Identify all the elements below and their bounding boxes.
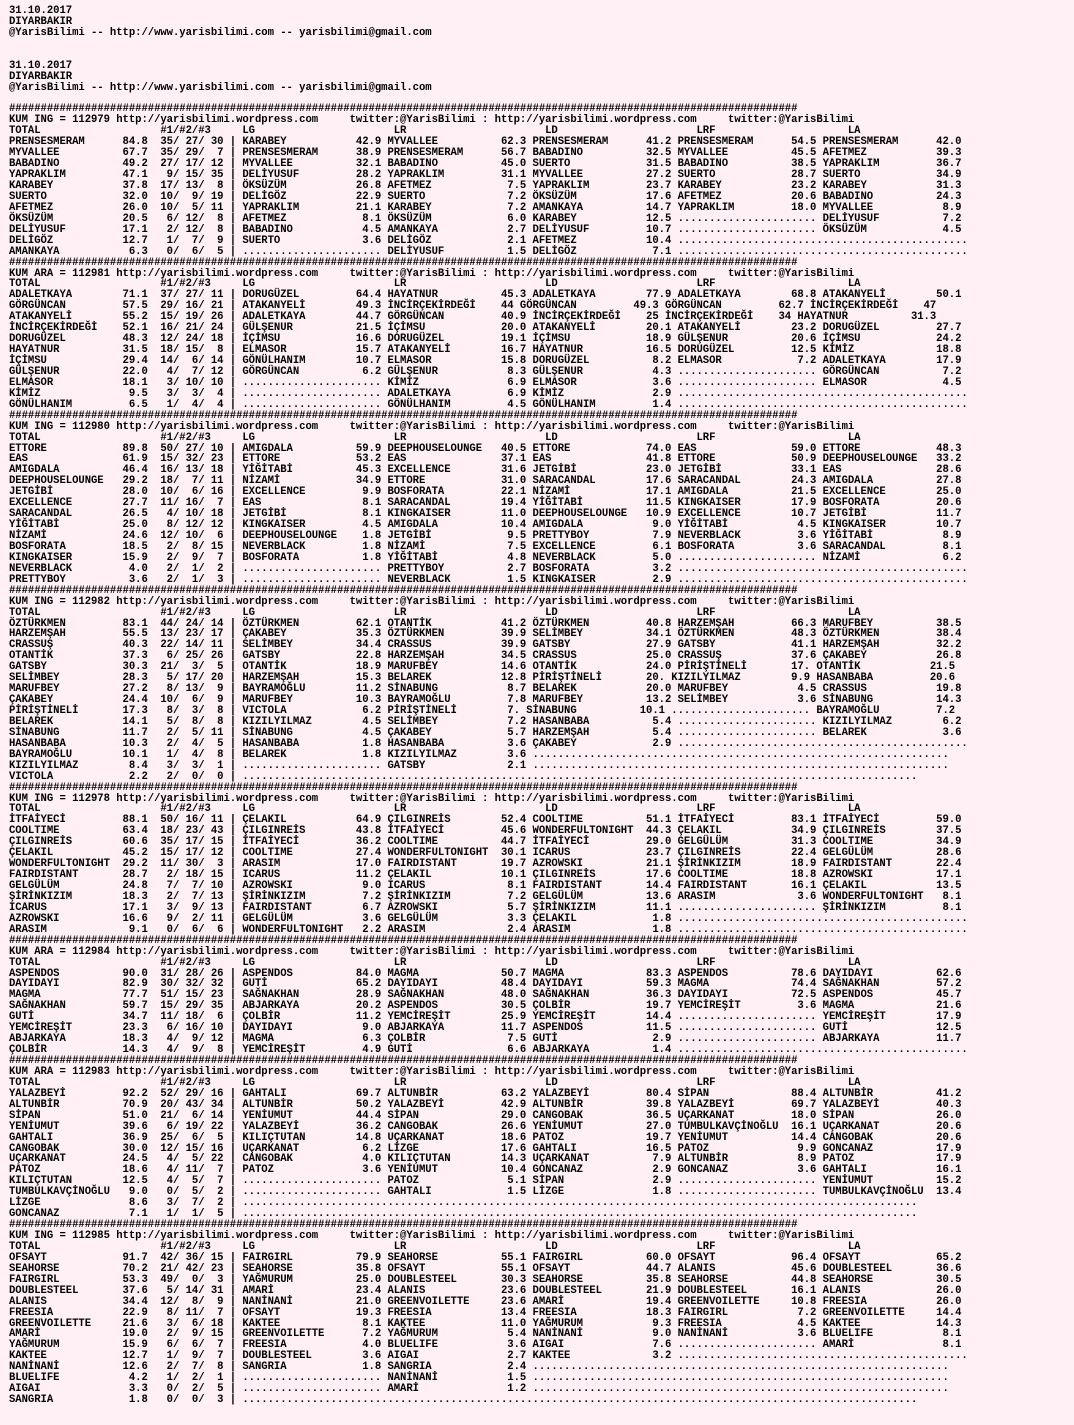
table-row: CRASSUŞ 40.3 22/ 14/ 11 | SELİMBEY 34.4 CRASSUS 39.9 GATSBY 27.9 GATSBY 41.1 HARZEMŞAH 32.2 <box>9 639 962 652</box>
table-row: SELİMBEY 28.3 5/ 17/ 20 | HARZEMŞAH 15.3 BELAREK 12.8 PİRİŞTİNELİ 20. KIZILYILMAZ 9.9 HASANBABA 20.6 <box>9 672 956 685</box>
table-row: AFETMEZ 26.0 10/ 5/ 11 | YAPRAKLIM 21.1 KARABEY 7.2 AMANKAYA 14.7 YAPRAKLIM 18.0 MYVALLEE 8.9 <box>9 201 962 214</box>
blank-line <box>9 50 1074 61</box>
table-row: AMANKAYA 6.3 0/ 6/ 5 | ...................... DELİYUSUF 1.5 DELİGÖZ 7.1 .............................................. <box>9 245 968 258</box>
table-row: DELİGÖZ 12.7 1/ 7/ 9 | SUERTO 3.6 DELİGÖZ 2.1 AFETMEZ 10.4 .............................................. <box>9 234 968 247</box>
table-row: ATAKANYELİ 55.2 15/ 19/ 26 | ADALETKAYA 44.7 GÖRGÜNCAN 40.9 İNCİRÇEKİRDEĞİ 25 İNCİRÇEKİRDEĞİ 34 HAYATNUR 31.3 <box>9 311 937 324</box>
table-row: ÇAKABEY 24.4 10/ 6/ 9 | MARUFBEY 10.3 BAYRAMOĞLU 7.8 MARUFBEY 13.2 SELİMBEY 3.6 SİNABUNG 14.3 <box>9 694 962 707</box>
table-row: HAYATNUR 31.5 18/ 15/ 8 | ELMASOR 15.7 ATAKANYELİ 16.7 HAYATNUR 16.5 DORUGÜZEL 12.5 KİMİZ 18.8 <box>9 344 962 357</box>
table-row: TUMBULKAVÇİNOĞLU 9.0 0/ 5/ 2 | ...................... GAHTALI 1.5 LİZGE 1.8 ...................... TUMBULKAVÇİNOĞLU 13.4 <box>9 1186 962 1199</box>
column-headers: TOTAL #1/#2/#3 LG LR LD LRF LA <box>9 1240 861 1253</box>
column-headers: TOTAL #1/#2/#3 LG LR LD LRF LA <box>9 956 861 969</box>
table-row: FAIRDISTANT 28.7 2/ 18/ 15 | ICARUS 11.2 ÇELAKIL 10.1 ÇILGINREİS 17.6 COOLTIME 18.8 AZROWSKI 17.1 <box>9 869 962 882</box>
table-row: OFSAYT 91.7 42/ 36/ 15 | FAIRGIRL 79.9 SEAHORSE 55.1 FAIRGIRL 60.0 OFSAYT 96.4 OFSAYT 65.2 <box>9 1251 962 1264</box>
column-headers: TOTAL #1/#2/#3 LG LR LD LRF LA <box>9 431 861 444</box>
table-row: HASANBABA 10.3 2/ 4/ 5 | HASANBABA 1.8 HASANBABA 3.6 ÇAKABEY 2.9 .............................................. <box>9 737 968 750</box>
table-row: SİPAN 51.0 21/ 6/ 14 | YENİUMUT 44.4 SİPAN 29.0 CANGOBAK 36.5 UÇARKANAT 18.0 SİPAN 26.0 <box>9 1109 962 1122</box>
section-divider: ############################################################################################################################# <box>9 1055 798 1067</box>
race-header: KUM ARA = 112983 http://yarisbilimi.wordpress.com twitter:@YarisBilimi : http://yarisbilimi.wordpress.com twitter:@YarisBilimi <box>9 1065 855 1078</box>
table-row: ÇOLBİR 14.3 4/ 9/ 8 | YEMCİREŞİT 4.9 GUTİ 6.6 ABJARKAYA 1.4 .............................................. <box>9 1044 968 1057</box>
table-row: KARABEY 37.8 17/ 13/ 8 | ÖKSÜZÜM 26.8 AFETMEZ 7.5 YAPRAKLIM 23.7 KARABEY 23.2 KARABEY 31.3 <box>9 180 962 192</box>
table-row: SARACANDAL 26.5 4/ 10/ 18 | JETGİBİ 8.1 KINGKAISER 11.0 DEEPHOUSELOUNGE 10.9 EXCELLENCE 10.7 JETGİBİ 11.7 <box>9 508 962 521</box>
table-row: NANİNANİ 12.6 2/ 7/ 8 | SANGRIA 1.8 SANGRIA 2.4 .................................................................. <box>9 1361 949 1374</box>
table-row: DAYIDAYI 82.9 30/ 32/ 32 | GUTİ 65.2 DAYIDAYI 48.4 DAYIDAYI 59.3 MAGMA 74.4 SAĞNAKHAN 57.2 <box>9 978 962 991</box>
table-row: DEEPHOUSELOUNGE 29.2 18/ 7/ 11 | NİZAMİ 34.9 ETTORE 31.0 SARACANDAL 17.6 SARACANDAL 24.3 AMIGDALA 27.8 <box>9 475 962 488</box>
section-divider: ############################################################################################################################# <box>9 584 798 597</box>
table-row: ABJARKAYA 18.3 4/ 9/ 12 | MAGMA 6.3 ÇOLBİR 7.5 GUTİ 2.9 ...................... ABJARKAYA 11.7 <box>9 1033 962 1046</box>
race-header: KUM ING = 112979 http://yarisbilimi.wordpress.com twitter:@YarisBilimi : http://yarisbilimi.wordpress.com twitter:@YarisBilimi <box>9 114 855 127</box>
table-row: YİĞİTABİ 25.0 8/ 12/ 12 | KINGKAISER 4.5 AMIGDALA 10.4 AMIGDALA 9.0 YİĞİTABİ 4.5 KINGKAISER 10.7 <box>9 519 962 532</box>
table-row: LİZGE 8.6 3/ 7/ 2 | ........................................................................................................... <box>9 1197 918 1210</box>
table-row: ARASIM 9.1 0/ 6/ 6 | WONDERFULTONIGHT 2.2 ARASIM 2.4 ARASIM 1.8 .............................................. <box>9 923 968 936</box>
table-row: SANGRIA 1.8 0/ 0/ 3 | ........................................................................................................... <box>9 1394 918 1407</box>
table-row: ŞİRİNKIZIM 18.3 2/ 7/ 13 | ŞİRİNKIZIM 7.2 ŞİRİNKIZIM 7.2 GELGÜLÜM 13.6 ARASIM 3.6 WONDERFULTONIGHT 8.1 <box>9 890 962 903</box>
table-row: YAĞMURUM 15.9 6/ 6/ 7 | FREESIA 4.0 BLUELIFE 3.6 AIGAI 7.6 ...................... AMARİ 8.1 <box>9 1339 962 1352</box>
race-header: KUM ARA = 112981 http://yarisbilimi.wordpress.com twitter:@YarisBilimi : http://yarisbilimi.wordpress.com twitter:@YarisBilimi <box>9 267 855 280</box>
race-header: KUM ING = 112985 http://yarisbilimi.wordpress.com twitter:@YarisBilimi : http://yarisbilimi.wordpress.com twitter:@YarisBilimi <box>9 1230 855 1242</box>
table-row: AMARİ 19.0 2/ 9/ 15 | GREENVOILETTE 7.2 YAĞMURUM 5.4 NANİNANİ 9.0 NANİNANİ 3.6 BLUELIFE 8.1 <box>9 1328 962 1341</box>
table-row: PATOZ 18.6 4/ 11/ 7 | PATOZ 3.6 YENİUMUT 10.4 GONCANAZ 2.9 GONCANAZ 3.6 GAHTALI 16.1 <box>9 1164 962 1177</box>
table-row: ADALETKAYA 71.1 37/ 27/ 11 | DORUGÜZEL 64.4 HAYATNUR 45.3 ADALETKAYA 77.9 ADALETKAYA 68.8 ATAKANYELİ 50.1 <box>9 289 962 302</box>
column-headers: TOTAL #1/#2/#3 LG LR LD LRF LA <box>9 125 861 138</box>
section-divider: ############################################################################################################################# <box>9 934 798 947</box>
table-row: DOUBLESTEEL 37.6 5/ 14/ 31 | AMARİ 23.4 ALANIS 23.6 DOUBLESTEEL 21.9 DOUBLESTEEL 16.1 ALANIS 26.0 <box>9 1284 962 1297</box>
table-row: GUTİ 34.7 11/ 18/ 6 | ÇOLBİR 11.2 YEMCİREŞİT 25.9 YEMCİREŞİT 14.4 ...................... YEMCİREŞİT 17.9 <box>9 1011 962 1024</box>
table-row: GAHTALI 36.9 25/ 6/ 5 | KILIÇTUTAN 14.8 UÇARKANAT 18.6 PATOZ 19.7 YENİUMUT 14.4 CANGOBAK 20.6 <box>9 1131 962 1144</box>
table-row: ELMASOR 18.1 3/ 10/ 10 | ...................... KİMİZ 6.9 ELMASOR 3.6 ...................... ELMASOR 4.5 <box>9 376 962 389</box>
text-line: DIYARBAKIR <box>9 15 73 28</box>
table-row: ALTUNBİR 70.9 20/ 43/ 34 | ALTUNBİR 50.2 YALAZBEYİ 42.9 ALTUNBİR 39.8 YALAZBEYİ 69.7 YALAZBEYİ 40.3 <box>9 1098 962 1111</box>
table-row: ETTORE 89.8 50/ 27/ 10 | AMIGDALA 59.9 DEEPHOUSELOUNGE 40.5 ETTORE 74.0 EAS 59.0 ETTORE 48.3 <box>9 442 962 455</box>
table-row: PİRİŞTİNELİ 17.3 8/ 3/ 8 | VICTOLA 6.2 PİRİŞTİNELİ 7. SİNABUNG 10.1 ...................... BAYRAMOĞLU 7.2 <box>9 705 956 717</box>
section-divider: ############################################################################################################################# <box>9 103 798 116</box>
table-row: OTANTİK 37.3 6/ 25/ 26 | GATSBY 22.8 HARZEMŞAH 34.5 CRASSUS 25.0 CRASSUŞ 37.6 ÇAKABEY 26.8 <box>9 650 962 663</box>
table-row: SEAHORSE 70.2 21/ 42/ 23 | SEAHORSE 35.8 OFSAYT 55.1 OFSAYT 44.7 ALANIS 45.6 DOUBLESTEEL 36.6 <box>9 1262 962 1275</box>
table-row: DELİYUSUF 17.1 2/ 12/ 8 | BABADINO 4.5 AMANKAYA 2.7 DELİYUSUF 10.7 ...................... ÖKSÜZÜM 4.5 <box>9 223 962 236</box>
table-row: FREESIA 22.9 8/ 11/ 7 | OFSAYT 19.3 FREESIA 13.4 FREESIA 18.3 FAIRGIRL 7.2 GREENVOILETTE 14.4 <box>9 1306 962 1319</box>
table-row: GÖNÜLHANIM 6.5 1/ 4/ 4 | ...................... GÖNÜLHANIM 4.5 GÖNÜLHANIM 1.4 .............................................. <box>9 398 968 411</box>
table-row: JETGİBİ 28.0 10/ 6/ 16 | EXCELLENCE 9.9 BOSFORATA 22.1 NİZAMİ 17.1 AMIGDALA 21.5 EXCELLENCE 25.0 <box>9 486 962 499</box>
blank-line <box>9 39 1074 50</box>
table-row: NİZAMİ 24.6 12/ 10/ 6 | DEEPHOUSELOUNGE 1.8 JETGİBİ 9.5 PRETTYBOY 7.9 NEVERBLACK 3.6 YİĞİTABİ 8.9 <box>9 530 962 542</box>
table-row: KINGKAISER 15.9 2/ 9/ 7 | BOSFORATA 1.8 YİĞİTABİ 4.8 NEVERBLACK 5.0 ...................... NİZAMİ 6.2 <box>9 551 962 564</box>
column-headers: TOTAL #1/#2/#3 LG LR LD LRF LA <box>9 278 861 291</box>
table-row: MYVALLEE 67.7 35/ 29/ 7 | PRENSESMERAM 38.9 PRENSESMERAM 56.7 BABADINO 32.5 MYVALLEE 45.5 AFETMEZ 39.3 <box>9 147 962 160</box>
table-row: YAPRAKLIM 47.1 9/ 15/ 35 | DELİYUSUF 28.2 YAPRAKLIM 31.1 MYVALLEE 27.2 SUERTO 28.7 SUERTO 34.9 <box>9 169 962 182</box>
table-row: SAĞNAKHAN 59.7 15/ 29/ 35 | ABJARKAYA 20.2 ASPENDOS 30.5 ÇOLBİR 19.7 YEMCİREŞİT 3.6 MAGMA 21.6 <box>9 1000 962 1013</box>
section-divider: ############################################################################################################################# <box>9 1219 798 1232</box>
section-divider: ############################################################################################################################# <box>9 256 798 269</box>
table-row: SİNABUNG 11.7 2/ 5/ 11 | SİNABUNG 4.5 ÇAKABEY 5.7 HARZEMŞAH 5.4 ...................... BELAREK 3.6 <box>9 726 962 739</box>
table-row: İTFAİYECİ 88.1 50/ 16/ 11 | ÇELAKIL 64.9 ÇILGINREİS 52.4 COOLTIME 51.1 İTFAİYECİ 83.1 İTFAİYECİ 59.0 <box>9 814 962 827</box>
column-headers: TOTAL #1/#2/#3 LG LR LD LRF LA <box>9 803 861 816</box>
table-row: ÇELAKIL 45.2 15/ 17/ 12 | COOLTIME 27.4 WONDERFULTONIGHT 30.1 ICARUS 23.7 ÇILGINREİS 22.4 GELGÜLÜM 28.6 <box>9 847 962 860</box>
table-row: KILIÇTUTAN 12.5 4/ 5/ 7 | ...................... PATOZ 5.1 SİPAN 2.9 ...................... YENİUMUT 15.2 <box>9 1175 962 1188</box>
table-row: NEVERBLACK 4.0 2/ 1/ 2 | ...................... PRETTYBOY 2.7 BOSFORATA 3.2 .............................................. <box>9 562 968 575</box>
table-row: UÇARKANAT 24.5 4/ 5/ 22 | CANGOBAK 4.0 KILIÇTUTAN 14.3 UÇARKANAT 7.9 ALTUNBİR 8.9 PATOZ 17.9 <box>9 1153 962 1166</box>
section-divider: ############################################################################################################################# <box>9 409 798 422</box>
table-row: YENİUMUT 39.6 6/ 19/ 22 | YALAZBEYİ 36.2 CANGOBAK 26.6 YENİUMUT 27.0 TUMBULKAVÇİNOĞLU 16.1 UÇARKANAT 20.6 <box>9 1120 962 1133</box>
table-row: GONCANAZ 7.1 1/ 1/ 5 | ........................................................................................................... <box>9 1208 918 1221</box>
table-row: ÇILGINREİS 60.6 35/ 17/ 15 | İTFAİYECİ 36.2 COOLTIME 44.7 İTFAİYECİ 29.0 GELGÜLÜM 31.3 COOLTIME 34.9 <box>9 836 962 849</box>
table-row: GATSBY 30.3 21/ 3/ 5 | OTANTİK 18.9 MARUFBEY 14.6 OTANTİK 24.0 PİRİŞTİNELİ 17. OTANTİK 21.5 <box>9 661 956 674</box>
text-line: DIYARBAKIR <box>9 70 73 83</box>
table-row: AIGAI 3.3 0/ 2/ 5 | ...................... AMARİ 1.2 .................................................................. <box>9 1383 949 1396</box>
race-header: KUM ING = 112978 http://yarisbilimi.wordpress.com twitter:@YarisBilimi : http://yarisbilimi.wordpress.com twitter:@YarisBilimi <box>9 792 855 805</box>
table-row: YEMCİREŞİT 23.3 6/ 16/ 10 | DAYIDAYI 9.0 ABJARKAYA 11.7 ASPENDOS 11.5 ...................... GUTİ 12.5 <box>9 1022 962 1035</box>
table-row: BELAREK 14.1 5/ 8/ 8 | KIZILYILMAZ 4.5 SELİMBEY 7.2 HASANBABA 5.4 ...................... KIZILYILMAZ 6.2 <box>9 715 962 728</box>
table-row: AZROWSKI 16.6 9/ 2/ 11 | GELGÜLÜM 3.6 GELGÜLÜM 3.3 ÇELAKIL 1.8 .............................................. <box>9 912 968 925</box>
table-row: PRETTYBOY 3.6 2/ 1/ 3 | ...................... NEVERBLACK 1.5 KINGKAISER 2.9 .............................................. <box>9 573 968 586</box>
section-divider: ############################################################################################################################# <box>9 781 798 794</box>
table-row: PRENSESMERAM 84.8 35/ 27/ 30 | KARABEY 42.9 MYVALLEE 62.3 PRENSESMERAM 41.2 PRENSESMERAM 54.5 PRENSESMERAM 42.0 <box>9 136 962 149</box>
table-row: AMIGDALA 46.4 16/ 13/ 18 | YİĞİTABİ 45.3 EXCELLENCE 31.6 JETGİBİ 23.0 JETGİBİ 33.1 EAS 28.6 <box>9 464 962 477</box>
table-row: FAIRGIRL 53.3 49/ 0/ 3 | YAĞMURUM 25.0 DOUBLESTEEL 30.3 SEAHORSE 35.8 SEAHORSE 44.8 SEAHORSE 30.5 <box>9 1273 962 1286</box>
contact-line: @YarisBilimi -- http://www.yarisbilimi.com -- yarisbilimi@gmail.com <box>9 81 432 94</box>
race-header: KUM ING = 112982 http://yarisbilimi.wordpress.com twitter:@YarisBilimi : http://yarisbilimi.wordpress.com twitter:@YarisBilimi <box>9 595 855 608</box>
table-row: KAKTEE 12.7 1/ 9/ 7 | DOUBLESTEEL 3.6 AIGAI 2.7 KAKTEE 3.2 .............................................. <box>9 1350 968 1363</box>
table-row: BOSFORATA 18.5 2/ 8/ 15 | NEVERBLACK 1.8 NİZAMİ 7.5 EXCELLENCE 6.1 BOSFORATA 3.6 SARACANDAL 8.1 <box>9 540 962 553</box>
table-row: GÖRGÜNCAN 57.5 29/ 16/ 21 | ATAKANYELİ 49.3 İNCİRÇEKİRDEĞİ 44 GÖRGÜNCAN 49.3 GÖRGÜNCAN 62.7 İNCİRÇEKİRDEĞİ 47 <box>9 300 937 313</box>
table-row: GELGÜLÜM 24.8 7/ 7/ 10 | AZROWSKI 9.0 ICARUS 8.1 FAIRDISTANT 14.4 FAIRDISTANT 16.1 ÇELAKIL 13.5 <box>9 880 962 892</box>
table-row: GÜLŞENUR 22.0 4/ 7/ 12 | GÖRGÜNCAN 6.2 GÜLŞENUR 8.3 GÜLŞENUR 4.3 ...................... GÖRGÜNCAN 7.2 <box>9 365 962 378</box>
table-row: COOLTIME 63.4 18/ 23/ 43 | ÇILGINREİS 43.8 İTFAİYECİ 45.6 WONDERFULTONIGHT 44.3 ÇELAKIL 34.9 ÇILGINREİS 37.5 <box>9 825 962 838</box>
column-headers: TOTAL #1/#2/#3 LG LR LD LRF LA <box>9 1076 861 1089</box>
table-row: EAS 61.9 15/ 32/ 23 | ETTORE 53.2 EAS 37.1 EAS 41.8 ETTORE 50.9 DEEPHOUSELOUNGE 33.2 <box>9 453 962 466</box>
table-row: EXCELLENCE 27.7 11/ 16/ 7 | EAS 8.1 SARACANDAL 19.4 YİĞİTABİ 11.5 KINGKAISER 17.9 BOSFORATA 20.6 <box>9 497 962 510</box>
table-row: KİMİZ 9.5 3/ 3/ 4 | ...................... ADALETKAYA 6.9 KİMİZ 2.9 .............................................. <box>9 387 968 400</box>
race-header: KUM ARA = 112984 http://yarisbilimi.wordpress.com twitter:@YarisBilimi : http://yarisbilimi.wordpress.com twitter:@YarisBilimi <box>9 945 855 958</box>
column-headers: TOTAL #1/#2/#3 LG LR LD LRF LA <box>9 606 861 619</box>
table-row: SUERTO 32.0 10/ 9/ 19 | DELİGÖZ 22.9 SUERTO 7.2 ÖKSÜZÜM 17.6 AFETMEZ 20.6 BABADINO 24.3 <box>9 190 962 203</box>
table-row: MAGMA 77.7 51/ 15/ 23 | SAĞNAKHAN 28.9 SAĞNAKHAN 48.0 SAĞNAKHAN 36.3 DAYIDAYI 72.5 ASPENDOS 45.7 <box>9 989 962 1002</box>
table-row: İNCİRÇEKİRDEĞİ 52.1 16/ 21/ 24 | GÜLŞENUR 21.5 İÇİMSU 20.0 ATAKANYELİ 20.1 ATAKANYELİ 23.2 DORUGÜZEL 27.7 <box>9 322 962 335</box>
table-row: YALAZBEYİ 92.2 52/ 29/ 16 | GAHTALI 69.7 ALTUNBİR 63.2 YALAZBEYİ 80.4 SİPAN 88.4 ALTUNBİR 41.2 <box>9 1087 962 1100</box>
table-row: BAYRAMOĞLU 10.1 1/ 4/ 8 | BELAREK 1.8 KIZILYILMAZ 3.6 .................................................................. <box>9 748 949 761</box>
table-row: ASPENDOS 90.0 31/ 28/ 26 | ASPENDOS 84.0 MAGMA 50.7 MAGMA 83.3 ASPENDOS 78.6 DAYIDAYI 62.6 <box>9 967 962 980</box>
date-line: 31.10.2017 <box>9 5 73 17</box>
table-row: GREENVOILETTE 21.6 3/ 6/ 18 | KAKTEE 8.1 KAKTEE 11.0 YAĞMURUM 9.3 FREESIA 4.5 KAKTEE 14.3 <box>9 1317 962 1330</box>
table-row: MARUFBEY 27.2 8/ 13/ 9 | BAYRAMOĞLU 11.2 SİNABUNG 8.7 BELAREK 20.0 MARUFBEY 4.5 CRASSUS 19.8 <box>9 683 962 696</box>
table-row: CANGOBAK 30.0 12/ 15/ 16 | UÇARKANAT 6.2 LİZGE 17.6 GAHTALI 16.5 PATOZ 9.9 GONCANAZ 17.9 <box>9 1142 962 1155</box>
table-row: ALANIS 34.4 12/ 8/ 9 | NANİNANİ 21.0 GREENVOILETTE 23.6 AMARİ 19.4 GREENVOILETTE 10.8 FREESIA 26.0 <box>9 1295 962 1308</box>
table-row: ICARUS 17.1 3/ 9/ 13 | FAIRDISTANT 6.7 AZROWSKI 5.7 ŞİRİNKIZIM 11.1 ...................... ŞİRİNKIZIM 8.1 <box>9 901 962 914</box>
table-row: BLUELIFE 4.2 1/ 2/ 1 | ...................... NANİNANİ 1.5 .................................................................. <box>9 1372 949 1385</box>
table-row: HARZEMŞAH 55.5 13/ 23/ 17 | ÇAKABEY 35.3 ÖZTÜRKMEN 39.9 SELİMBEY 34.1 ÖZTÜRKMEN 48.3 ÖZTÜRKMEN 38.4 <box>9 628 962 641</box>
table-row: KIZILYILMAZ 8.4 3/ 3/ 1 | ...................... GATSBY 2.1 .................................................................. <box>9 759 949 772</box>
contact-line: @YarisBilimi -- http://www.yarisbilimi.com -- yarisbilimi@gmail.com <box>9 26 432 39</box>
table-row: BABADINO 49.2 27/ 17/ 12 | MYVALLEE 32.1 BABADINO 45.0 SUERTO 31.5 BABADINO 38.5 YAPRAKLIM 36.7 <box>9 158 962 171</box>
table-row: WONDERFULTONIGHT 29.2 11/ 30/ 3 | ARASIM 17.0 FAIRDISTANT 19.7 AZROWSKI 21.1 ŞİRİNKIZIM 18.9 FAIRDISTANT 22.4 <box>9 858 962 871</box>
table-row: İÇİMSU 29.4 14/ 6/ 14 | GÖNÜLHANIM 10.7 ELMASOR 15.8 DORUGÜZEL 8.2 ELMASOR 7.2 ADALETKAYA 17.9 <box>9 355 962 367</box>
table-row: DORUGÜZEL 48.3 12/ 24/ 18 | İÇİMSU 16.6 DORUGÜZEL 19.1 İÇİMSU 18.9 GÜLŞENUR 20.6 İÇİMSU 24.2 <box>9 333 962 346</box>
table-row: ÖZTÜRKMEN 83.1 44/ 24/ 14 | ÖZTÜRKMEN 62.1 OTANTİK 41.2 ÖZTÜRKMEN 40.8 HARZEMŞAH 66.3 MARUFBEY 38.5 <box>9 617 962 630</box>
table-row: ÖKSÜZÜM 20.5 6/ 12/ 8 | AFETMEZ 8.1 ÖKSÜZÜM 6.0 KARABEY 12.5 ...................... DELİYUSUF 7.2 <box>9 212 962 225</box>
table-row: VICTOLA 2.2 2/ 0/ 0 | ........................................................................................................... <box>9 770 918 783</box>
date-line: 31.10.2017 <box>9 59 73 72</box>
race-header: KUM ING = 112980 http://yarisbilimi.wordpress.com twitter:@YarisBilimi : http://yarisbilimi.wordpress.com twitter:@YarisBilimi <box>9 420 855 433</box>
